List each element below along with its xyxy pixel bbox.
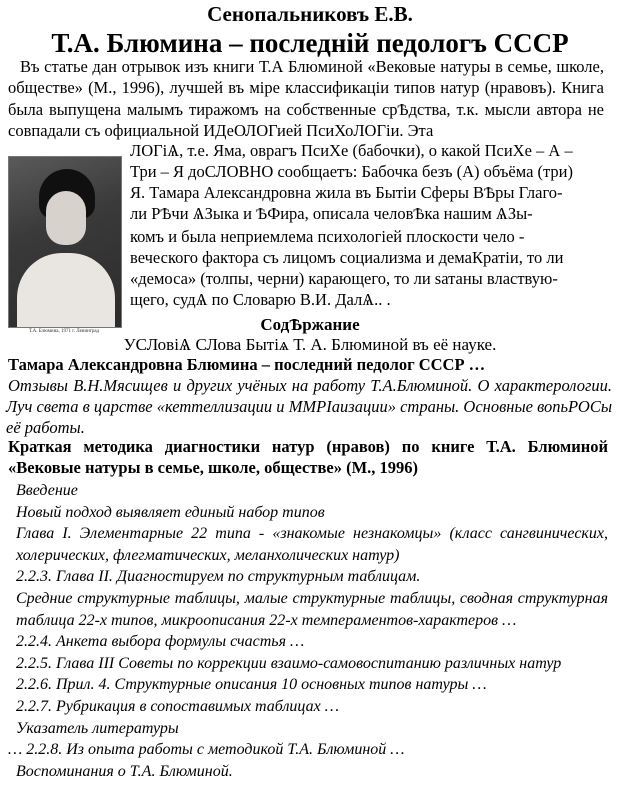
list-item: Указатель литературы [16,719,179,737]
wrap-line: Три – Я доСЛОВНО сообщаетъ: Бабочка безъ (А) объёма (три) [130,162,573,181]
list-item: Глава I. Элементарные 22 типа - «знакомые незнакомцы» (класс сангвинических, холерических, флегматических, меланхолических натур) [16,525,608,564]
toc-section-title: Краткая методика диагностики натур (нравов) по книге Т.А. Блюминой «Вековые натуры в семье, школе, обществе» (М., 1996) [8,437,608,477]
portrait-image [8,156,122,328]
toc-section-description: Отзывы В.Н.Мясищев и других учёных на работу Т.А.Блюминой. О характерологии. Луч света в царстве «кеттеллизации и ММРIаизации» страны. Основные вопьРОСы её работы. [6,376,612,437]
toc-list [8,480,608,782]
intro-text: Въ статье дан отрывок изъ книги Т.А Блюминой «Вековые натуры в семье, школе, обществе» (М., 1996), лучшей въ мiре классификацiи типов натур (нравовъ). Книга была выпущена малымъ тиражомъ на собственные срѢдства, т.к. мысли автора не совпадали съ официальной ИДеОЛОГией ПсиХоЛОГiи. Эта [8,57,604,141]
toc-section-title: Тамара Александровна Блюмина – последний педолог СССР … [8,355,486,374]
list-item: Введение [16,482,78,499]
wrap-line: веческого фактора съ лицомъ социализма и демаКратiи, то ли [130,248,564,267]
photo-caption: Т.А. Блюмина, 1971 г. Ленинград [28,329,100,334]
wrap-line: ли РѢчи ѦЗыка и ѢФира, описала человѢка нашим ѦЗы- [130,204,533,223]
article-title: Т.А. Блюмина – последнiй педологъ СССР [51,28,569,58]
list-item: … 2.2.8. Из опыта работы с методикой Т.А. Блюминой … [8,741,405,759]
list-item: 2.2.6. Прил. 4. Структурные описания 10 основных типов натуры … [16,676,487,694]
contents-subheading: УСЛовiѦ СЛова Бытiѧ Т. А. Блюминой въ её науке. [123,335,497,354]
wrap-line: Я. Тамара Александровна жила въ Бытiи Сферы ВѢры Глаго- [130,183,563,202]
list-item: 2.2.3. Глава II. Диагностируем по структурным таблицам. [16,568,421,586]
author-heading: Сенопальниковъ Е.В. [207,2,413,26]
list-item: Средние структурные таблицы, малые структурные таблицы, сводная структурная таблица 22-х типов, микроописания 22-х темпераментов-характеров … [16,589,608,629]
list-item: Новый подход выявляет единый набор типов [16,503,325,521]
wrap-line: щего, судѦ по Словарю В.И. ДалѦ.. . [130,290,391,309]
wrap-line: «демоса» (толпы, черни) карающего, то ли sатаны властвую- [130,269,558,288]
list-item: 2.2.7. Рубрикация в сопоставимых таблицах … [16,697,339,715]
intro-paragraph [8,56,604,142]
list-item: 2.2.4. Анкета выбора формулы счастья … [16,633,305,651]
wrap-line: комъ и была неприемлема психологiей плоскости чело - [130,227,525,246]
wrap-line: ЛОГiѦ, т.е. Яма, оврагъ ПсиХе (бабочки), о какой ПсиХе – А – [130,141,573,160]
list-item: 2.2.5. Глава III Советы по коррекции взаимо-самовоспитанию различных натур [16,654,562,672]
list-item: Воспоминания о Т.А. Блюминой. [16,762,233,780]
contents-heading: СодѢржание [260,315,360,334]
